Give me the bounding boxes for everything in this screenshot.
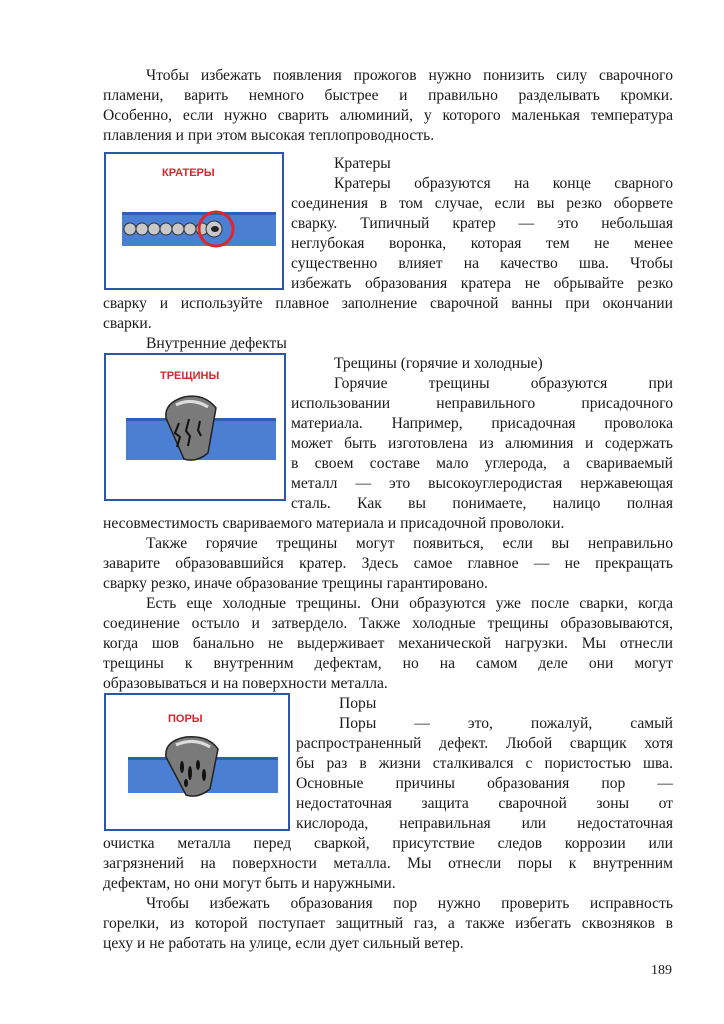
text-line: сварку резко, иначе образование трещины гарантировано. [103,575,488,592]
text-line: когда шов банально не выдерживает механической нагрузки. Мы отнесли [103,635,673,652]
text-line: Поры — это, пожалуй, самый [339,715,673,732]
section-heading: Трещины (горячие и холодные) [334,355,543,372]
text-line: Чтобы избежать образования пор нужно проверить исправность [146,895,673,912]
text-line: соединения в том случае, если вы резко оборвете [291,195,673,212]
text-line: существенно влияет на качество шва. Чтобы [291,255,673,272]
text-line: несовместимость свариваемого материала и присадочной проволоки. [103,515,565,532]
text-line: неглубокая воронка, которая тем не менее [291,235,673,252]
text-line: сварку и используйте плавное заполнение сварочной ванны при окончании [103,295,673,312]
section-heading: Кратеры [334,155,391,172]
text-line: Кратеры образуются на конце сварного [334,175,673,192]
text-line: использовании неправильного присадочного [291,395,673,412]
craters-figure [104,152,284,295]
text-line: металл — это высокоуглеродистая нержавеющая [291,475,673,492]
section-heading: Внутренние дефекты [146,335,287,352]
craters-figure-label: КРАТЕРЫ [162,167,215,179]
text-line: пламени, варить немного быстрее и правильно разделывать кромки. [103,87,673,104]
text-line: горелки, из которой поступает защитный газ, а также избегать сквозняков в [103,915,673,932]
text-line: избежать образования кратера не обрывайте резко [291,275,673,292]
text-line: сталь. Как вы понимаете, налицо полная [291,495,673,512]
pores-figure-label: ПОРЫ [168,713,203,725]
text-line: Горячие трещины образуются при [334,375,673,392]
cracks-figure-label: ТРЕЩИНЫ [160,370,220,382]
text-line: Есть еще холодные трещины. Они образуются уже после сварки, когда [146,595,673,612]
text-line: цеху и не работать на улице, если дует сильный ветер. [103,935,464,952]
text-line: Особенно, если нужно сварить алюминий, у которого маленькая температура [103,107,673,124]
page-number: 189 [651,963,672,978]
text-line: трещины к внутренним дефектам, но на самом деле они могут [103,655,673,672]
text-line: материала. Например, присадочная проволока [291,415,673,432]
text-line: дефектам, но они могут быть и наружными. [103,875,396,892]
pores-figure [104,693,290,836]
text-line: недостаточная защита сварочной зоны от [296,795,673,812]
text-line: заварите образовавшийся кратер. Здесь самое главное — не прекращать [103,555,673,572]
text-line: очистка металла перед сваркой, присутствие следов коррозии или [103,835,673,852]
text-line: загрязнений на поверхности металла. Мы отнесли поры к внутренним [103,855,673,872]
text-line: образовываться и на поверхности металла. [103,675,388,692]
text-line: может быть изготовлена из алюминия и содержать [291,435,673,452]
cracks-figure [104,353,286,506]
text-line: кислорода, неправильная или недостаточная [296,815,673,832]
text-line: Основные причины образования пор — [296,775,673,792]
text-line: Чтобы избежать появления прожогов нужно понизить силу сварочного [146,67,673,84]
section-heading: Поры [339,695,377,712]
text-line: сварку. Типичный кратер — это небольшая [291,215,673,232]
text-line: сварки. [103,315,152,332]
text-line: бы раз в жизни сталкивался с пористостью шва. [296,755,673,772]
text-line: Также горячие трещины могут появиться, если вы неправильно [146,535,673,552]
text-line: распространенный дефект. Любой сварщик хотя [296,735,673,752]
text-line: соединение остыло и затвердело. Также холодные трещины образовываются, [103,615,673,632]
text-line: в своем составе мало углерода, а свариваемый [291,455,673,472]
text-line: плавления и при этом высокая теплопроводность. [103,127,435,144]
